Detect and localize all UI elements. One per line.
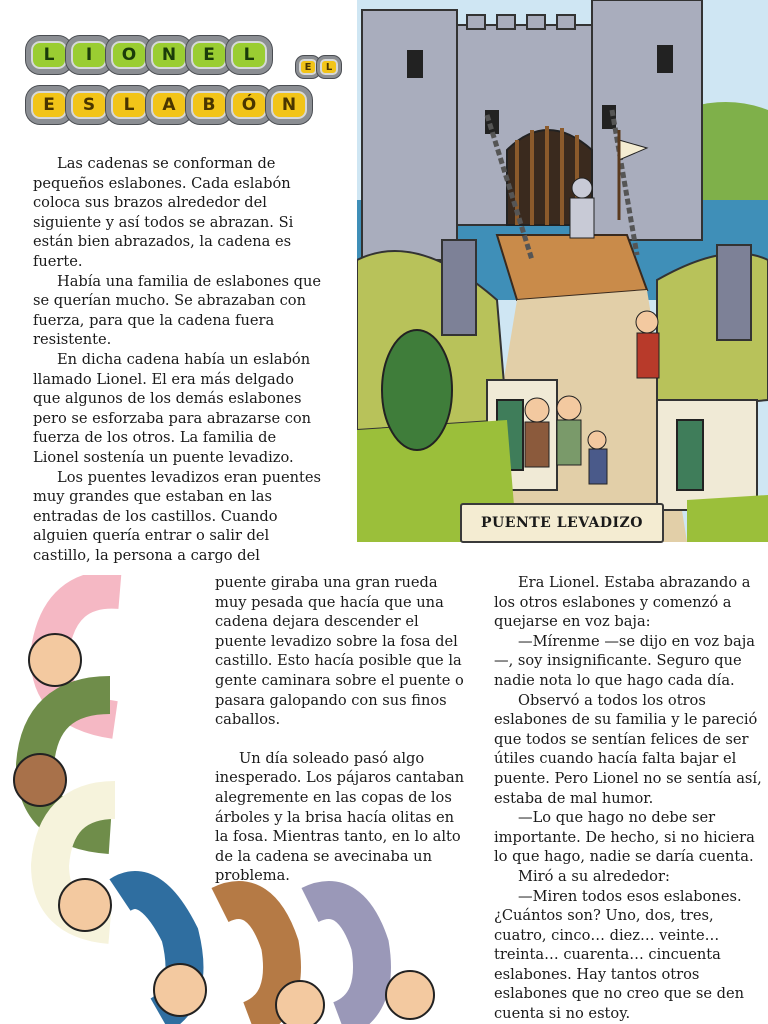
paragraph: Había una familia de eslabones que se querían mucho. Se abrazaban con fuerza, para que la cadena fuera resistente. bbox=[33, 272, 321, 349]
title-link: A bbox=[146, 86, 192, 124]
castle-illustration bbox=[357, 0, 768, 542]
title-link: N bbox=[266, 86, 312, 124]
illustration-caption: PUENTE LEVADIZO bbox=[460, 503, 664, 543]
title-link: E bbox=[26, 86, 72, 124]
title-link: N bbox=[146, 36, 192, 74]
title-link: E bbox=[186, 36, 232, 74]
title-line-1 bbox=[26, 36, 266, 74]
story-column-3 bbox=[494, 573, 766, 1024]
paragraph: —Lo que hago no debe ser importante. De hecho, si no hiciera lo que hago, nadie se daría cuenta. bbox=[494, 809, 755, 866]
castle-drawing bbox=[357, 0, 768, 542]
title-link: O bbox=[106, 36, 152, 74]
story-column-2 bbox=[215, 573, 471, 886]
paragraph: Miró a su alrededor: bbox=[518, 867, 670, 885]
title-link-small: E bbox=[296, 56, 320, 78]
paragraph: —Mírenme —se dijo en voz baja—, soy insignificante. Seguro que nadie nota lo que hago cada día. bbox=[494, 632, 755, 689]
paragraph: puente giraba una gran rueda muy pesada que hacía que una cadena dejara descender el puente levadizo sobre la fosa del castillo. Esto hacía posible que la gente caminara sobre el puente o pasara galopando con sus finos caballos. bbox=[215, 574, 464, 729]
paragraph: En dicha cadena había un eslabón llamado Lionel. El era más delgado que algunos de los demás eslabones pero se esforzaba para abrazarse con fuerza de los otros. La familia de Lionel sostenía un puente levadizo. bbox=[33, 350, 312, 466]
title-link-small: L bbox=[317, 56, 341, 78]
story-column-1 bbox=[33, 154, 325, 565]
title-link: L bbox=[106, 86, 152, 124]
title-link: Ó bbox=[226, 86, 272, 124]
title-connector bbox=[296, 56, 338, 78]
paragraph: Era Lionel. Estaba abrazando a los otros eslabones y comenzó a quejarse en voz baja: bbox=[494, 574, 751, 631]
title-link: L bbox=[26, 36, 72, 74]
title-link: S bbox=[66, 86, 112, 124]
title-link: B bbox=[186, 86, 232, 124]
title-line-2 bbox=[26, 86, 306, 124]
title-link: L bbox=[226, 36, 272, 74]
paragraph: —Miren todos esos eslabones. ¿Cuántos son? Uno, dos, tres, cuatro, cinco… diez… veinte… treinta… cuarenta… cincuenta eslabones. Hay tantos otros eslabones que no creo que se den cuenta si no estoy. bbox=[494, 887, 744, 1023]
paragraph: Un día soleado pasó algo inesperado. Los pájaros cantaban alegremente en las copas de los árboles y la brisa hacía olitas en la fosa. Mientras tanto, en lo alto de la cadena se avecinaba un problema. bbox=[215, 749, 465, 885]
paragraph: Observó a todos los otros eslabones de su familia y le pareció que todos se sentían felices de ser útiles cuando hacía falta bajar el puente. Pero Lionel no se sentía así, estaba de mal humor. bbox=[494, 691, 762, 807]
title-link: I bbox=[66, 36, 112, 74]
paragraph: Las cadenas se conforman de pequeños eslabones. Cada eslabón coloca sus brazos alrededor del siguiente y así todos se abrazan. Si están bien abrazados, la cadena es fuerte. bbox=[33, 155, 294, 270]
paragraph: Los puentes levadizos eran puentes muy grandes que estaban en las entradas de los castillos. Cuando alguien quería entrar o salir del castillo, la persona a cargo del bbox=[33, 468, 321, 564]
